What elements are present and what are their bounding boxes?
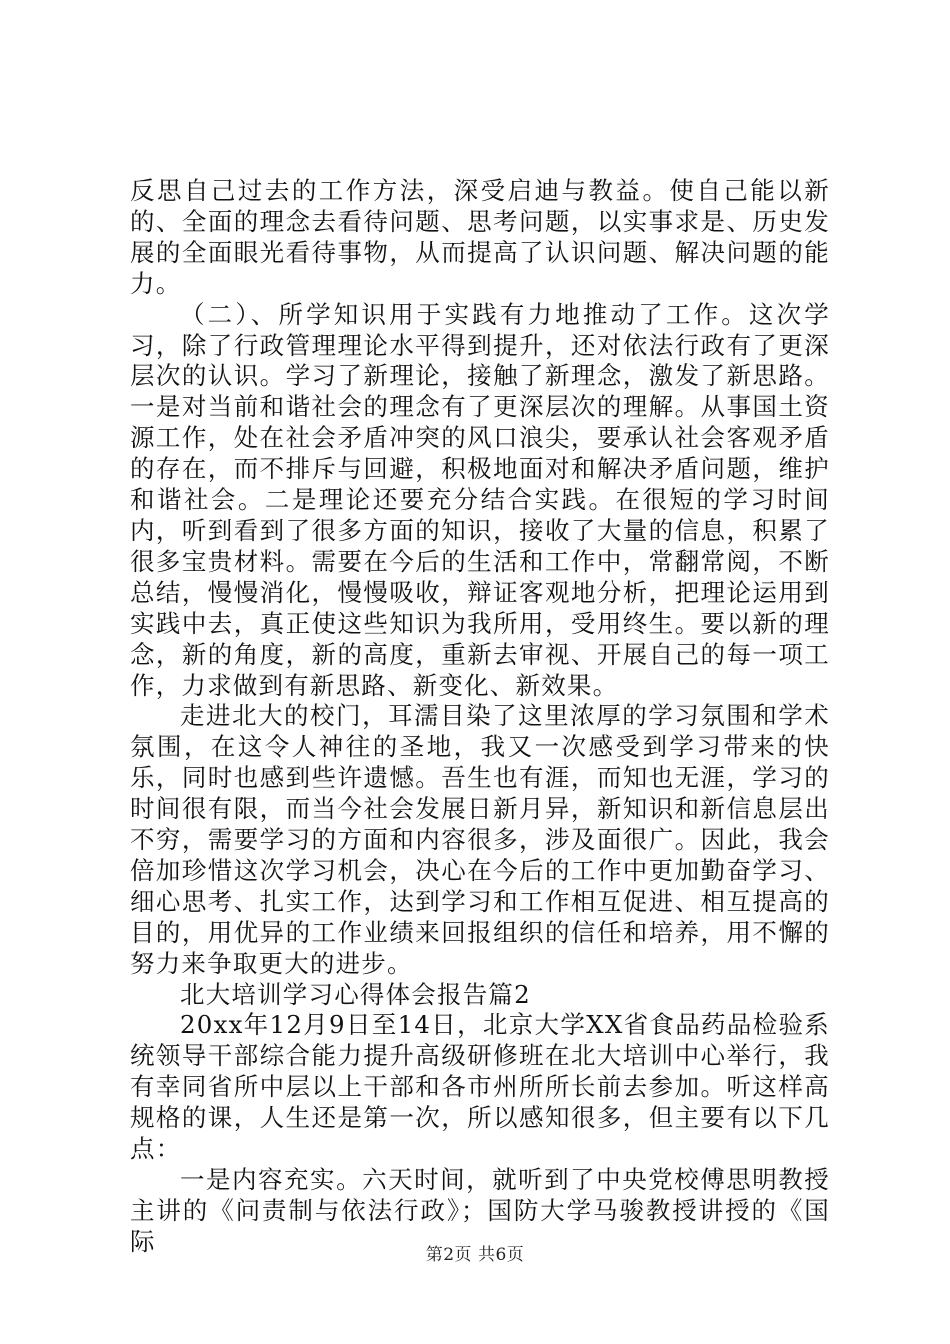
paragraph-training-intro: 20xx年12月9日至14日，北京大学XX省食品药品检验系统领导干部综合能力提升高级研修班在北大培训中心举行，我有幸同省所中层以上干部和各市州所所长前去参加。听这样高规格的课，人生还是第一次，所以感知很多，但主要有以下几点： bbox=[130, 1010, 830, 1164]
page-number-footer: 第2页 共6页 bbox=[425, 1245, 525, 1265]
document-body bbox=[130, 176, 830, 1258]
paragraph-reflection: 反思自己过去的工作方法，深受启迪与教益。使自己能以新的、全面的理念去看待问题、思考问题，以实事求是、历史发展的全面眼光看待事物，从而提高了认识问题、解决问题的能力。 bbox=[130, 176, 830, 298]
paragraph-content: 一是内容充实。六天时间，就听到了中央党校傅思明教授主讲的《问责制与依法行政》；国防大学马骏教授讲授的《国际 bbox=[130, 1165, 830, 1256]
paragraph-campus: 走进北大的校门，耳濡目染了这里浓厚的学习氛围和学术氛围，在这令人神往的圣地，我又一次感受到学习带来的快乐，同时也感到些许遗憾。吾生也有涯，而知也无涯，学习的时间很有限，而当今社会发展日新月异，新知识和新信息层出不穷，需要学习的方面和内容很多，涉及面很广。因此，我会倍加珍惜这次学习机会，决心在今后的工作中更加勤奋学习、细心思考、扎实工作，达到学习和工作相互促进、相互提高的目的，用优异的工作业绩来回报组织的信任和培养，用不懈的努力来争取更大的进步。 bbox=[130, 701, 830, 978]
paragraph-practice: （二）、所学知识用于实践有力地推动了工作。这次学习，除了行政管理理论水平得到提升，还对依法行政有了更深层次的认识。学习了新理论，接触了新理念，激发了新思路。一是对当前和谐社会的理念有了更深层次的理解。从事国土资源工作，处在社会矛盾冲突的风口浪尖，要承认社会客观矛盾的存在，而不排斥与回避，积极地面对和解决矛盾问题，维护和谐社会。二是理论还要充分结合实践。在很短的学习时间内，听到看到了很多方面的知识，接收了大量的信息，积累了很多宝贵材料。需要在今后的生活和工作中，常翻常阅，不断总结，慢慢消化，慢慢吸收，辩证客观地分析，把理论运用到实践中去，真正使这些知识为我所用，受用终生。要以新的理念，新的角度，新的高度，重新去审视、开展自己的每一项工作，力求做到有新思路、新变化、新效果。 bbox=[130, 299, 830, 700]
section-heading: 北大培训学习心得体会报告篇2 bbox=[180, 979, 531, 1009]
